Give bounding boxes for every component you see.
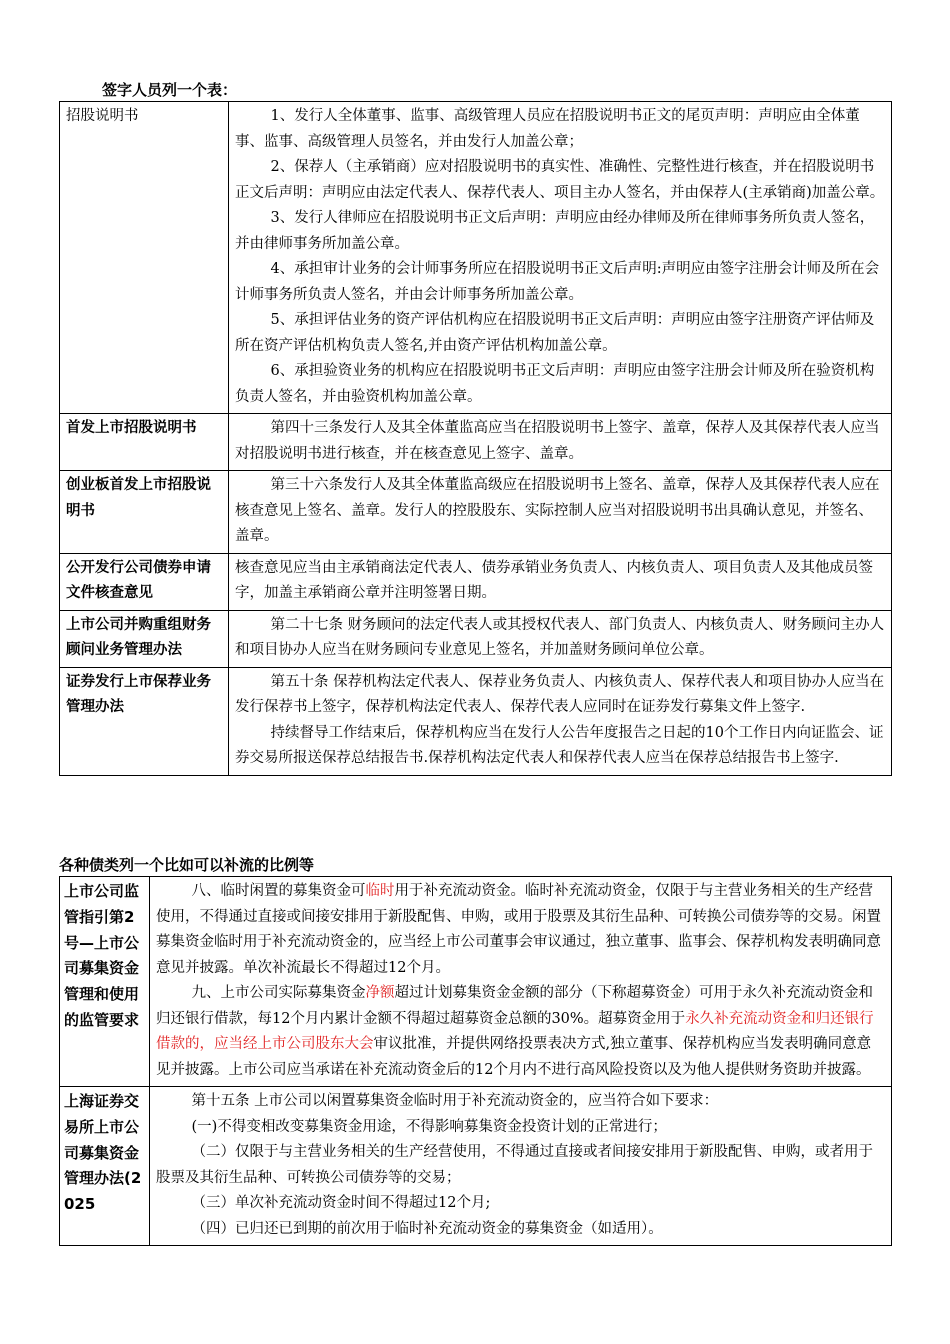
paragraph: 第四十三条发行人及其全体董监高应当在招股说明书上签字、盖章，保荐人及其保荐代表人应当对招股说明书进行核查，并在核查意见上签字、盖章。 [235, 420, 880, 462]
text-run: 超过计划募集资金金额的部分（下称超募资金）可用于永久补充流动资金和归还银行借款，每12个月内累计金额不得超过超募资金总额的30%。超募资金用于 [156, 985, 874, 1027]
row-label: 上海证券交易所上市公司募集资金管理办法(2025 [60, 1087, 150, 1246]
text-run: 用于补充流动资金。临时补充流动资金，仅限于与主营业务相关的生产经营使用，不得通过直接或间接安排用于新股配售、申购，或用于股票及其衍生品种、可转换公司债券等的交易。闲置募集资金临时用于补充流动资金的，应当经上市公司董事会审议通过，独立董事、监事会、保荐机构发表明确同意意见并披露。单次补流最长不得超过12个月。 [156, 883, 881, 976]
row-label: 上市公司并购重组财务顾问业务管理办法 [60, 610, 229, 667]
table-row [60, 1087, 892, 1246]
text-run: 审议批准，并提供网络投票表决方式,独立董事、保荐机构应当发表明确同意意见并披露。上市公司应当承诺在补充流动资金后的12个月内不进行高风险投资以及为他人提供财务资助并披露。 [156, 1036, 872, 1078]
paragraph: 3、发行人律师应在招股说明书正文后声明：声明应由经办律师及所在律师事务所负责人签名，并由律师事务所加盖公章。 [235, 210, 875, 252]
paragraph: 第五十条 保荐机构法定代表人、保荐业务负责人、内核负责人、保荐代表人和项目协办人应当在发行保荐书上签字，保荐机构法定代表人、保荐代表人应同时在证券发行募集文件上签字. [235, 673, 885, 715]
row-label: 证券发行上市保荐业务管理办法 [60, 667, 229, 775]
paragraph: 5、承担评估业务的资产评估机构应在招股说明书正文后声明：声明应由签字注册资产评估师及所在资产评估机构负责人签名,并由资产评估机构加盖公章。 [235, 312, 875, 354]
paragraph: (一)不得变相改变募集资金用途，不得影响募集资金投资计划的正常进行； [191, 1118, 667, 1135]
row-label: 创业板首发上市招股说明书 [60, 471, 229, 554]
row-label: 首发上市招股说明书 [60, 414, 229, 471]
paragraph: 第二十七条 财务顾问的法定代表人或其授权代表人、部门负责人、内核负责人、财务顾问主办人和项目协办人应当在财务顾问专业意见上签名，并加盖财务顾问单位公章。 [235, 616, 885, 658]
paragraph: 核查意见应当由主承销商法定代表人、债券承销业务负责人、内核负责人、项目负责人及其他成员签字，加盖主承销商公章并注明签署日期。 [235, 559, 873, 601]
signatory-table [59, 101, 892, 776]
paragraph: 持续督导工作结束后，保荐机构应当在发行人公告年度报告之日起的10个工作日内向证监会、证券交易所报送保荐总结报告书.保荐机构法定代表人和保荐代表人应当在保荐总结报告书上签字. [235, 724, 884, 766]
paragraph [156, 981, 885, 1083]
paragraph: 4、承担审计业务的会计师事务所应在招股说明书正文后声明:声明应由签字注册会计师及所在会计师事务所负责人签名，并由会计师事务所加盖公章。 [235, 261, 880, 303]
paragraph [156, 879, 885, 981]
highlight-text: 永久补充流动资金和归还银行借款的，应当经上市公司股东大会 [156, 1010, 874, 1052]
text-run: 九、上市公司实际募集资金 [191, 985, 366, 1001]
row-content [229, 414, 892, 471]
row-label: 上市公司监管指引第2号—上市公司募集资金管理和使用的监管要求 [60, 877, 150, 1087]
table-row [60, 102, 892, 414]
table-row [60, 414, 892, 471]
row-content [229, 471, 892, 554]
table-row [60, 667, 892, 775]
paragraph: （二）仅限于与主营业务相关的生产经营使用，不得通过直接或者间接安排用于新股配售、申购，或者用于股票及其衍生品种、可转换公司债券等的交易； [156, 1144, 874, 1186]
row-content [229, 102, 892, 414]
table-row [60, 610, 892, 667]
highlight-text: 临时 [365, 883, 395, 899]
paragraph: 6、承担验资业务的机构应在招股说明书正文后声明：声明应由签字注册会计师及所在验资机构负责人签名，并由验资机构加盖公章。 [235, 363, 875, 405]
section1-heading: 签字人员列一个表： [102, 81, 238, 99]
row-label: 公开发行公司债券申请文件核查意见 [60, 553, 229, 610]
table-row [60, 553, 892, 610]
paragraph: （四）已归还已到期的前次用于临时补充流动资金的募集资金（如适用）。 [191, 1220, 663, 1237]
highlight-text: 净额 [365, 985, 395, 1001]
section2-heading: 各种债类列一个比如可以补流的比例等 [59, 856, 315, 874]
row-content [229, 667, 892, 775]
row-content [229, 610, 892, 667]
row-content [150, 877, 892, 1087]
table-row [60, 471, 892, 554]
row-content [229, 553, 892, 610]
row-label: 招股说明书 [60, 102, 229, 414]
paragraph: （三）单次补充流动资金时间不得超过12个月; [191, 1195, 491, 1211]
text-run: 八、临时闲置的募集资金可 [191, 883, 366, 899]
table-row [60, 877, 892, 1087]
paragraph: 2、保荐人（主承销商）应对招股说明书的真实性、准确性、完整性进行核查，并在招股说明书正文后声明：声明应由法定代表人、保荐代表人、项目主办人签名，并由保荐人(主承销商)加盖公章。 [235, 159, 885, 201]
paragraph: 第十五条 上市公司以闲置募集资金临时用于补充流动资金的，应当符合如下要求： [191, 1093, 719, 1109]
ratio-table [59, 876, 892, 1246]
paragraph: 1、发行人全体董事、监事、高级管理人员应在招股说明书正文的尾页声明：声明应由全体董事、监事、高级管理人员签名，并由发行人加盖公章； [235, 108, 860, 150]
row-content [150, 1087, 892, 1246]
paragraph: 第三十六条发行人及其全体董监高级应在招股说明书上签名、盖章，保荐人及其保荐代表人应在核查意见上签名、盖章。发行人的控股股东、实际控制人应当对招股说明书出具确认意见，并签名、盖章。 [235, 477, 880, 544]
